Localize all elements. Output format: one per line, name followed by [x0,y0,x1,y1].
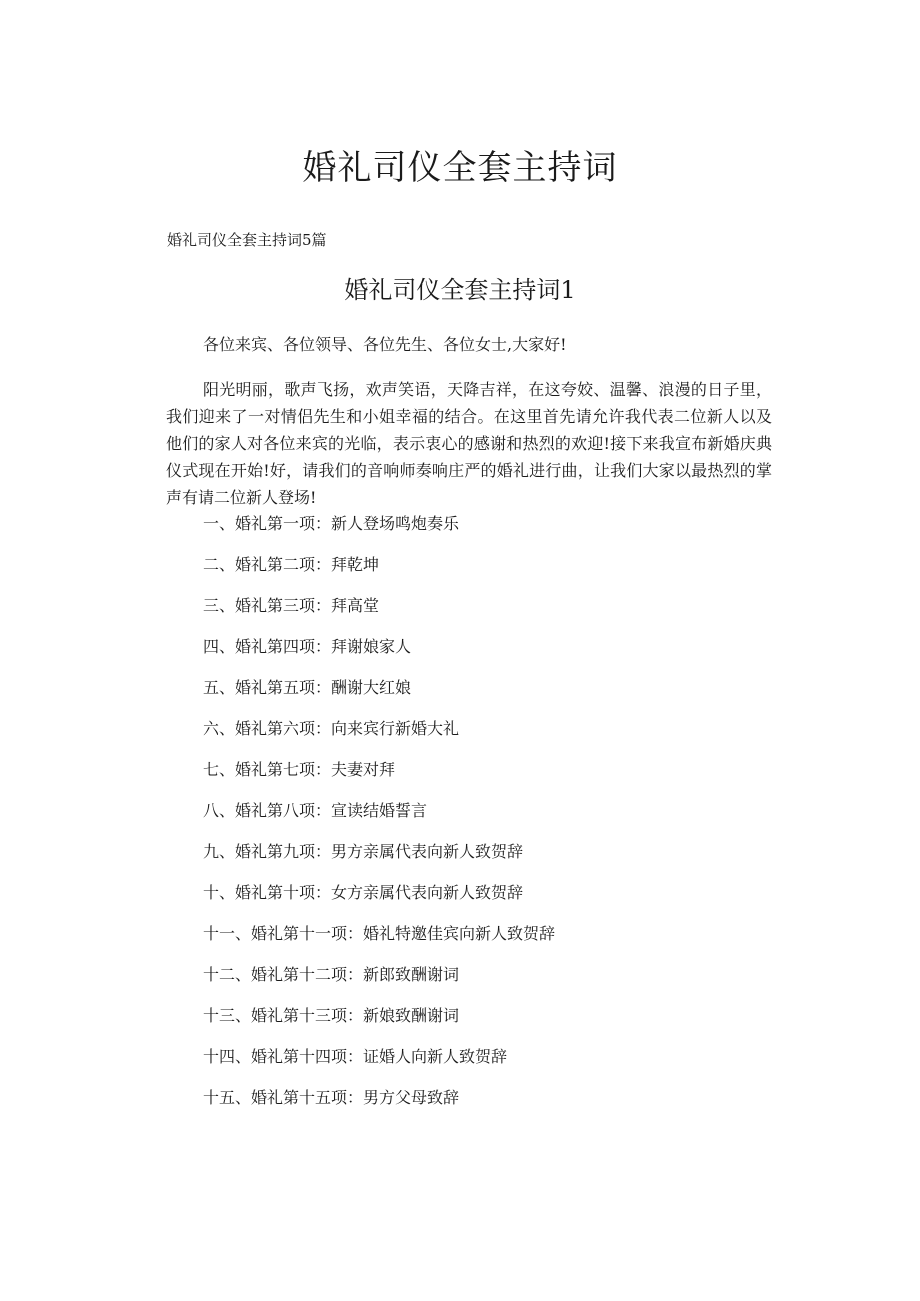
agenda-item: 十五、婚礼第十五项：男方父母致辞 [203,1088,460,1107]
greeting-line: 各位来宾、各位领导、各位先生、各位女士,大家好! [203,335,567,354]
agenda-item: 五、婚礼第五项：酬谢大红娘 [203,678,412,697]
agenda-list [203,512,555,1127]
agenda-item: 八、婚礼第八项：宣读结婚誓言 [203,801,428,820]
agenda-item: 四、婚礼第四项：拜谢娘家人 [203,637,412,656]
agenda-item: 一、婚礼第一项：新人登场鸣炮奏乐 [203,514,460,533]
section-title: 婚礼司仪全套主持词1 [344,276,576,304]
agenda-item: 六、婚礼第六项：向来宾行新婚大礼 [203,719,460,738]
agenda-item: 十、婚礼第十项：女方亲属代表向新人致贺辞 [203,883,524,902]
agenda-item: 十一、婚礼第十一项：婚礼特邀佳宾向新人致贺辞 [203,924,556,943]
agenda-item: 七、婚礼第七项：夫妻对拜 [203,760,396,779]
agenda-item: 十二、婚礼第十二项：新郎致酬谢词 [203,965,460,984]
agenda-item: 十三、婚礼第十三项：新娘致酬谢词 [203,1006,460,1025]
document-subtitle: 婚礼司仪全套主持词5篇 [167,231,327,249]
agenda-item: 九、婚礼第九项：男方亲属代表向新人致贺辞 [203,842,524,861]
agenda-item: 二、婚礼第二项：拜乾坤 [203,555,380,574]
agenda-item: 三、婚礼第三项：拜高堂 [203,596,380,615]
document-title: 婚礼司仪全套主持词 [302,148,618,188]
agenda-item: 十四、婚礼第十四项：证婚人向新人致贺辞 [203,1047,508,1066]
intro-paragraph: 阳光明丽，歌声飞扬，欢声笑语，天降吉祥，在这夸姣、温馨、浪漫的日子里，我们迎来了一对情侣先生和小姐幸福的结合。在这里首先请允许我代表二位新人以及他们的家人对各位来宾的光临，表示衷心的感谢和热烈的欢迎!接下来我宣布新婚庆典仪式现在开始!好，请我们的音响师奏响庄严的婚礼进行曲，让我们大家以最热烈的掌声有请二位新人登场! [166,380,772,507]
